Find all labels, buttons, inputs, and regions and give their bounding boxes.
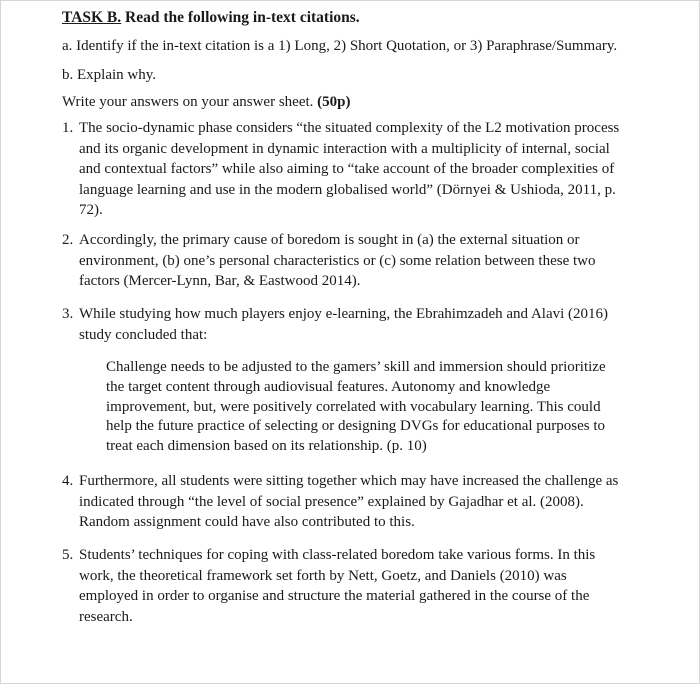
item-number: 4.: [62, 473, 74, 489]
block-quotation: [106, 358, 606, 457]
item-line: research.: [79, 608, 133, 625]
instruction-answer-sheet: [62, 93, 351, 112]
item-line: Random assignment could have also contributed to this.: [79, 514, 415, 530]
item-number: 5.: [62, 547, 74, 563]
item-text: [79, 230, 622, 292]
citation-item-5: [62, 545, 622, 627]
item-number: 1.: [62, 120, 74, 136]
item-line: language learning and use in the modern globalised world” (Dörnyei & Ushioda, 2011, p.: [79, 181, 616, 198]
citation-item-2: [62, 230, 622, 292]
item-line: employed in order to organise and structure the material gathered in the course of the: [79, 588, 590, 604]
item-line: Accordingly, the primary cause of boredom is sought in (a) the external situation or: [79, 232, 580, 248]
instruction-answer-text: Write your answers on your answer sheet.: [62, 94, 318, 110]
item-number: 2.: [62, 232, 74, 248]
quote-line: help the future practice of selecting or designing DVGs for educational purposes to: [106, 418, 606, 435]
item-line: work, the theoretical framework set forth by Nett, Goetz, and Daniels (2010) was: [79, 567, 567, 584]
quote-line: improvement, but, were positively correlated with vocabulary learning. This could: [106, 398, 601, 415]
citation-item-3: [62, 304, 622, 345]
quote-line: the target content through audiovisual features. Autonomy and knowledge: [106, 378, 551, 395]
points-label: (50p): [317, 94, 351, 110]
item-line: The socio-dynamic phase considers “the situated complexity of the L2 motivation process: [79, 120, 620, 136]
item-line: study concluded that:: [79, 326, 208, 343]
citation-item-1: [62, 118, 622, 221]
item-line: indicated through “the level of social presence” explained by Gajadhar et al. (2008).: [79, 493, 584, 510]
quote-line: Challenge needs to be adjusted to the gamers’ skill and immersion should prioritize: [106, 359, 606, 375]
item-line: While studying how much players enjoy e-learning, the Ebrahimzadeh and Alavi (2016): [79, 306, 609, 322]
task-label: TASK B.: [62, 9, 122, 26]
citation-item-4: [62, 471, 622, 533]
quote-line: treat each dimension based on its relationship. (p. 10): [106, 438, 427, 455]
item-text: [79, 471, 622, 533]
instruction-a: a. Identify if the in-text citation is a 1) Long, 2) Short Quotation, or 3) Paraphrase/Summary.: [62, 38, 618, 54]
item-text: [79, 304, 622, 345]
item-line: Students’ techniques for coping with class-related boredom take various forms. In this: [79, 547, 596, 563]
item-number: 3.: [62, 306, 74, 322]
item-line: environment, (b) one’s personal characteristics or (c) some relation between these two: [79, 252, 596, 269]
item-text: [79, 118, 622, 221]
item-line: and contextual factors” while also aiming to “take account of the broader complexities of: [79, 161, 615, 177]
task-heading: [62, 8, 360, 27]
task-heading-text: Read the following in-text citations.: [121, 9, 360, 26]
item-line: Furthermore, all students were sitting together which may have increased the challenge as: [79, 473, 619, 489]
item-line: and its organic development in dynamic interaction with a multiplicity of internal, social: [79, 140, 610, 157]
instruction-b: b. Explain why.: [62, 67, 157, 83]
item-line: 72).: [79, 202, 103, 218]
item-line: factors (Mercer-Lynn, Bar, & Eastwood 2014).: [79, 273, 361, 289]
item-text: [79, 545, 622, 627]
